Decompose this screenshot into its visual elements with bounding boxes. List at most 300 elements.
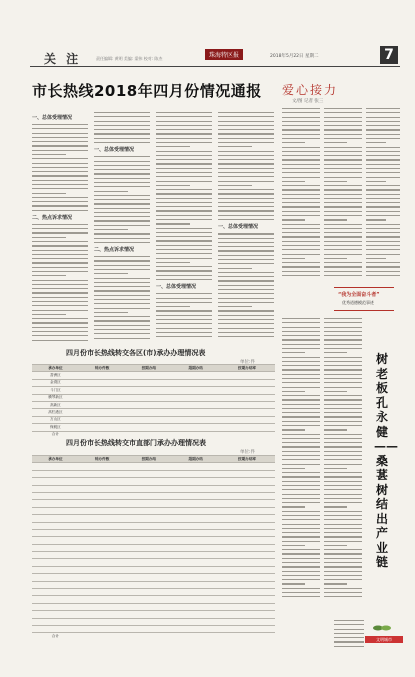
text-line: [32, 331, 88, 332]
text-line: [156, 240, 212, 241]
text-line: [324, 485, 362, 486]
table-cell: [219, 379, 275, 386]
text-line: [218, 298, 274, 299]
text-line: [156, 125, 212, 126]
column-header: 按期办结: [126, 365, 173, 372]
text-line: [156, 181, 212, 182]
table-cell: [32, 603, 79, 610]
text-line: [324, 536, 362, 537]
text-line: [218, 302, 274, 303]
table-cell: [79, 529, 126, 536]
text-line: [282, 404, 320, 405]
table-cell: 万山区: [32, 416, 79, 423]
text-line: [282, 357, 320, 358]
text-line: [334, 620, 364, 621]
text-line: [324, 545, 347, 546]
table-cell: [219, 603, 275, 610]
text-line: [282, 151, 320, 152]
article-column-2: [94, 112, 150, 342]
text-line: [282, 451, 320, 452]
text-line: [32, 224, 88, 225]
text-line: [324, 322, 362, 323]
table-cell: [126, 611, 173, 618]
table-cell: [79, 625, 126, 632]
text-line: [218, 146, 252, 147]
text-line: [366, 125, 400, 126]
table-cell: [219, 611, 275, 618]
table-cell: [79, 492, 126, 499]
text-line: [218, 255, 274, 256]
text-line: [282, 399, 320, 400]
text-line: [156, 275, 212, 276]
text-line: [324, 339, 362, 340]
civilization-seal: 文明城市: [365, 636, 403, 643]
text-line: [156, 258, 212, 259]
text-line: [32, 141, 88, 142]
article-column-1: [32, 112, 88, 342]
table-cell: [172, 537, 219, 544]
text-line: [324, 549, 362, 550]
text-line: [282, 382, 320, 383]
text-line: [282, 198, 320, 199]
table-cell: [79, 603, 126, 610]
table2-title: 四月份市长热线转交市直部门承办办理情况表: [66, 439, 206, 447]
table-header-row: [32, 365, 275, 372]
text-line: [94, 220, 150, 221]
text-line: [156, 266, 212, 267]
text-line: [218, 159, 274, 160]
text-line: [32, 184, 88, 185]
text-line: [324, 194, 362, 195]
table-cell: [219, 596, 275, 603]
table-row: [32, 500, 275, 507]
text-line: [94, 125, 150, 126]
table-cell: [172, 611, 219, 618]
text-line: [156, 262, 190, 263]
table-row: [32, 485, 275, 492]
text-line: [366, 189, 400, 190]
text-line: [366, 249, 400, 250]
table-row: [32, 566, 275, 573]
text-line: [282, 224, 320, 225]
text-line: [324, 331, 362, 332]
text-line: [218, 138, 274, 139]
article-column-3: [156, 112, 212, 342]
table-cell: [32, 478, 79, 485]
text-line: [32, 288, 88, 289]
table-cell: [79, 478, 126, 485]
text-line: [94, 133, 150, 134]
masthead-logo: 珠海特区报: [205, 49, 243, 60]
table-row: [32, 409, 275, 416]
text-line: [324, 575, 362, 576]
table1-title: 四月份市长热线转交各区(市)承办办理情况表: [66, 349, 206, 357]
text-line: [156, 172, 212, 173]
table-cell: [219, 416, 275, 423]
text-line: [94, 186, 150, 187]
table-cell: [126, 379, 173, 386]
text-line: [324, 404, 362, 405]
text-line: [324, 211, 362, 212]
text-line: [282, 519, 320, 520]
text-line: [366, 266, 400, 267]
text-line: [366, 181, 386, 182]
text-line: [282, 562, 320, 563]
text-line: [32, 175, 88, 176]
main-headline: 市长热线2018年四月份情况通报: [32, 82, 262, 100]
table-cell: [219, 559, 275, 566]
text-line: [218, 155, 274, 156]
column-header: 转办件数: [79, 456, 126, 463]
text-line: [282, 592, 320, 593]
table-row: [32, 559, 275, 566]
table-row: [32, 589, 275, 596]
text-line: [156, 185, 190, 186]
text-line: [282, 168, 320, 169]
text-line: [282, 344, 320, 345]
text-line: [156, 116, 212, 117]
text-line: [324, 215, 362, 216]
table-cell: [172, 574, 219, 581]
text-line: [324, 198, 362, 199]
table-cell: [79, 372, 126, 379]
text-line: [94, 295, 150, 296]
table-cell: [172, 581, 219, 588]
text-line: [282, 365, 320, 366]
text-line: [324, 558, 362, 559]
text-line: [324, 498, 362, 499]
text-line: [94, 290, 150, 291]
text-line: [366, 262, 400, 263]
text-line: [324, 172, 362, 173]
text-line: [156, 270, 212, 271]
text-line: [94, 308, 150, 309]
table-cell: [126, 522, 173, 529]
text-line: [282, 571, 320, 572]
text-line: [156, 146, 190, 147]
text-line: [282, 524, 320, 525]
text-line: [282, 416, 320, 417]
text-line: [32, 145, 88, 146]
text-line: [156, 198, 212, 199]
table-row: [32, 552, 275, 559]
table-cell: [32, 507, 79, 514]
text-line: [324, 138, 362, 139]
text-line: [282, 254, 320, 255]
text-line: [218, 142, 274, 143]
table-row: [32, 537, 275, 544]
text-line: [324, 142, 347, 143]
text-line: [32, 128, 88, 129]
text-line: [32, 188, 88, 189]
table-row: [32, 401, 275, 408]
table-row: [32, 618, 275, 625]
text-line: [218, 163, 274, 164]
text-line: [324, 395, 362, 396]
table-cell: [32, 515, 79, 522]
column-header: 承办单位: [32, 365, 79, 372]
text-line: [324, 271, 362, 272]
text-line: [94, 156, 150, 157]
text-line: [32, 150, 88, 151]
text-line: [324, 177, 362, 178]
page-date: 2018年5月22日 星期二: [270, 54, 319, 59]
text-line: [324, 164, 362, 165]
text-line: [156, 236, 212, 237]
text-line: [94, 242, 150, 243]
table-cell: [172, 559, 219, 566]
table-cell: [172, 515, 219, 522]
table-cell: [79, 552, 126, 559]
text-line: [324, 429, 347, 430]
table-row: [32, 507, 275, 514]
text-line: [282, 275, 320, 276]
table-cell: [79, 463, 126, 470]
text-line: [218, 310, 274, 311]
text-line: [94, 238, 150, 239]
text-line: [218, 276, 274, 277]
table-cell: [79, 500, 126, 507]
subheading: 一、总体受理情况: [156, 284, 197, 291]
text-line: [324, 476, 362, 477]
text-line: [282, 147, 320, 148]
table-cell: [126, 552, 173, 559]
text-line: [282, 464, 320, 465]
text-line: [324, 408, 362, 409]
column-header: 超期办结: [172, 365, 219, 372]
text-line: [32, 271, 88, 272]
text-line: [156, 245, 212, 246]
text-line: [218, 268, 252, 269]
table-cell: [32, 470, 79, 477]
table-cell: [79, 559, 126, 566]
text-line: [218, 181, 274, 182]
text-line: [156, 232, 212, 233]
table-cell: [219, 566, 275, 573]
text-line: [156, 151, 212, 152]
table-cell: [126, 544, 173, 551]
table-cell: [79, 409, 126, 416]
table-cell: [172, 618, 219, 625]
text-line: [324, 155, 362, 156]
table-cell: [32, 492, 79, 499]
text-line: [282, 121, 320, 122]
table-cell: [126, 401, 173, 408]
text-line: [156, 332, 212, 333]
text-line: [94, 165, 150, 166]
text-line: [282, 172, 320, 173]
text-line: [32, 133, 88, 134]
text-line: [94, 316, 150, 317]
text-line: [156, 319, 212, 320]
text-line: [32, 167, 88, 168]
table-cell: [219, 625, 275, 632]
text-line: [156, 206, 212, 207]
text-line: [366, 219, 386, 220]
leaf-icon: [372, 623, 392, 633]
text-line: [282, 215, 320, 216]
text-line: [324, 112, 362, 113]
text-line: [32, 301, 88, 302]
table-cell: [32, 625, 79, 632]
text-line: [156, 315, 212, 316]
table-cell: [79, 611, 126, 618]
table-cell: [219, 463, 275, 470]
text-line: [282, 579, 320, 580]
text-line: [94, 320, 150, 321]
text-line: [156, 121, 212, 122]
text-line: [282, 266, 320, 267]
vertical-feature-title: 树老板孔永健——桑葚树结出产业链: [374, 352, 398, 569]
table-cell: [79, 633, 126, 640]
text-line: [324, 275, 362, 276]
text-line: [324, 519, 362, 520]
text-line: [32, 197, 88, 198]
text-line: [334, 624, 364, 625]
text-line: [324, 206, 362, 207]
text-line: [218, 246, 274, 247]
table-cell: 斗门区: [32, 387, 79, 394]
text-line: [282, 446, 320, 447]
text-line: [324, 382, 362, 383]
text-line: [282, 318, 320, 319]
text-line: [156, 249, 212, 250]
table-cell: [172, 409, 219, 416]
text-line: [218, 336, 274, 337]
table-cell: [219, 401, 275, 408]
text-line: [324, 151, 362, 152]
text-line: [218, 306, 252, 307]
text-line: [366, 121, 400, 122]
table-cell: [172, 596, 219, 603]
table-row: [32, 372, 275, 379]
text-line: [282, 211, 320, 212]
text-line: [218, 206, 274, 207]
text-line: [324, 236, 362, 237]
text-line: [324, 352, 347, 353]
text-line: [94, 269, 150, 270]
text-line: [94, 121, 150, 122]
text-line: [334, 646, 364, 647]
table-cell: [32, 522, 79, 529]
table2: [32, 455, 275, 640]
text-line: [156, 310, 212, 311]
text-line: [32, 297, 88, 298]
text-line: [334, 629, 364, 630]
text-line: [156, 298, 212, 299]
text-line: [218, 328, 274, 329]
table-cell: [126, 463, 173, 470]
text-line: [366, 138, 400, 139]
table-cell: [32, 537, 79, 544]
column-header: 按期办结率: [219, 365, 275, 372]
table-row: [32, 492, 275, 499]
text-line: [282, 129, 320, 130]
text-line: [324, 159, 362, 160]
text-line: [324, 515, 362, 516]
text-line: [218, 185, 252, 186]
text-line: [324, 318, 362, 319]
text-line: [218, 176, 274, 177]
table-cell: [32, 529, 79, 536]
table-cell: [32, 559, 79, 566]
text-line: [156, 279, 212, 280]
text-line: [156, 129, 212, 130]
table-row: [32, 611, 275, 618]
text-line: [324, 361, 362, 362]
text-line: [218, 319, 274, 320]
text-line: [366, 202, 400, 203]
right-article-column-3: [366, 108, 400, 278]
text-line: [94, 169, 150, 170]
text-line: [324, 494, 362, 495]
text-line: [324, 108, 362, 109]
subheading: 二、热点诉求情况: [94, 247, 135, 254]
table-cell: [219, 372, 275, 379]
text-line: [324, 365, 362, 366]
text-line: [32, 163, 88, 164]
table-cell: [219, 515, 275, 522]
feature-tag-line2: 优秀道德模范事迹: [342, 300, 374, 305]
text-line: [218, 193, 274, 194]
table-cell: [172, 544, 219, 551]
table-cell: [172, 463, 219, 470]
table-cell: [126, 581, 173, 588]
table-cell: [32, 589, 79, 596]
table-cell: [79, 424, 126, 431]
table-cell: [32, 581, 79, 588]
column-header: 按期办结: [126, 456, 173, 463]
text-line: [94, 178, 150, 179]
text-line: [218, 315, 274, 316]
text-line: [32, 327, 88, 328]
table-cell: [172, 424, 219, 431]
text-line: [282, 322, 320, 323]
text-line: [366, 108, 400, 109]
text-line: [94, 333, 150, 334]
text-line: [218, 285, 274, 286]
text-line: [94, 112, 150, 113]
text-line: [324, 117, 362, 118]
subheading: 二、热点诉求情况: [32, 214, 73, 221]
text-line: [282, 395, 320, 396]
text-line: [282, 566, 320, 567]
table-cell: 香洲区: [32, 372, 79, 379]
table-cell: [219, 492, 275, 499]
text-line: [366, 112, 400, 113]
text-line: [324, 378, 362, 379]
text-line: [156, 176, 212, 177]
text-line: [366, 258, 386, 259]
text-line: [366, 168, 400, 169]
text-line: [324, 374, 362, 375]
text-line: [282, 391, 305, 392]
text-line: [156, 155, 212, 156]
text-line: [282, 112, 320, 113]
table-cell: [219, 478, 275, 485]
text-line: [94, 265, 150, 266]
text-line: [366, 215, 400, 216]
text-line: [324, 241, 362, 242]
text-line: [334, 637, 364, 638]
text-line: [282, 588, 320, 589]
table-cell: [172, 379, 219, 386]
text-line: [94, 216, 150, 217]
text-line: [94, 182, 150, 183]
text-line: [282, 442, 320, 443]
text-line: [324, 459, 362, 460]
lower-right-column-1: [282, 318, 320, 608]
